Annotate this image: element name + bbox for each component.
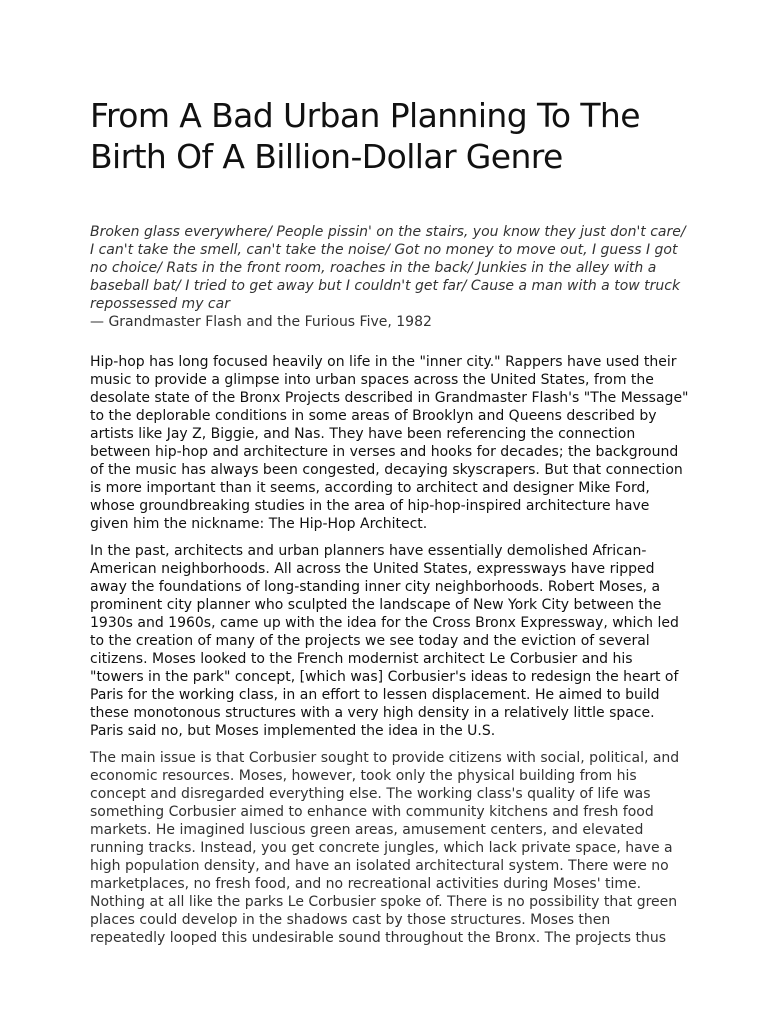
article-body [90,353,690,947]
body-paragraph-1: Hip-hop has long focused heavily on life in the "inner city." Rappers have used their music to provide a glimpse into urban spaces across the United States, from the desolate state of the Bronx Projects described in Grandmaster Flash's "The Message" to the deplorable conditions in some areas of Brooklyn and Queens described by artists like Jay Z, Biggie, and Nas. They have been referencing the connection between hip-hop and architecture in verses and hooks for decades; the background of the music has always been congested, decaying skyscrapers. But that connection is more important than it seems, according to architect and designer Mike Ford, whose groundbreaking studies in the area of hip-hop-inspired architecture have given him the nickname: The Hip-Hop Architect. [90,354,689,532]
body-paragraph-2: In the past, architects and urban planners have essentially demolished African-American neighborhoods. All across the United States, expressways have ripped away the foundations of long-standing inner city neighborhoods. Robert Moses, a prominent city planner who sculpted the landscape of New York City between the 1930s and 1960s, came up with the idea for the Cross Bronx Expressway, which led to the creation of many of the projects we see today and the eviction of several citizens. Moses looked to the French modernist architect Le Corbusier and his "towers in the park" concept, [which was] Corbusier's ideas to redesign the heart of Paris for the working class, in an effort to lessen displacement. He aimed to build these monotonous structures with a very high density in a relatively little space. Paris said no, but Moses implemented the idea in the U.S. [90,543,679,739]
epigraph-quote: Broken glass everywhere/ People pissin' on the stairs, you know they just don't care/ I can't take the smell, can't take the noise/ Got no money to move out, I guess I got no choice/ Rats in the front room, roaches in the back/ Junkies in the alley with a baseball bat/ I tried to get away but I couldn't get far/ Cause a man with a tow truck repossessed my car [90,224,686,312]
epigraph-attribution: — Grandmaster Flash and the Furious Five, 1982 [90,314,432,330]
document-title: From A Bad Urban Planning To The Birth Of A Billion-Dollar Genre [90,96,640,176]
body-paragraph-3: The main issue is that Corbusier sought to provide citizens with social, political, and economic resources. Moses, however, took only the physical building from his concept and disregarded everything else. The working class's quality of life was something Corbusier aimed to enhance with community kitchens and fresh food markets. He imagined luscious green areas, amusement centers, and elevated running tracks. Instead, you get concrete jungles, which lack private space, have a high population density, and have an isolated architectural system. There were no marketplaces, no fresh food, and no recreational activities during Moses' time. Nothing at all like the parks Le Corbusier spoke of. There is no possibility that green places could develop in the shadows cast by those structures. Moses then repeatedly looped this undesirable sound throughout the Bronx. The projects thus [90,750,680,946]
document-page [90,95,690,956]
epigraph [90,223,690,331]
